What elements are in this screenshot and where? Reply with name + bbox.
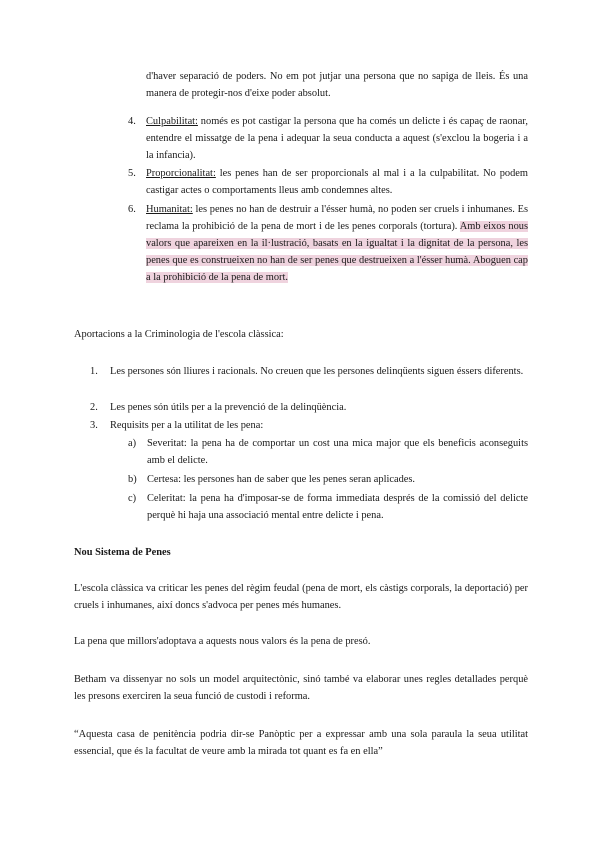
principle-item-culpabilitat <box>128 113 528 164</box>
principle-term: Culpabilitat: <box>146 116 198 127</box>
requisite-text: Severitat: la pena ha de comportar un cost una mica major que els beneficis aconseguits amb el delicte. <box>147 438 528 466</box>
list-number: 6. <box>128 204 136 215</box>
quote-paragraph: “Aquesta casa de penitència podria dir-se Panòptic per a expressar amb una sola paraula la seua utilitat essencial, que és la facultat de veure amb la mirada tot quant es fa en ella” <box>74 729 528 757</box>
requisite-item-c <box>128 490 528 524</box>
list-letter: b) <box>128 474 137 485</box>
principle-item-humanitat <box>128 201 528 286</box>
requisite-item-b <box>128 471 528 488</box>
requisite-item-a <box>128 435 528 469</box>
highlighted-text: Amb eixos nous valors que apareixen en la il·lustració, basats en la igualtat i la dignitat de la persona, les penes que es construeixen no han de ser penes que destrueixen a l'ésser humà. Aboguen cap a la prohibició de la pena de mort. <box>146 221 529 283</box>
list-number: 3. <box>90 420 98 431</box>
list-number: 4. <box>128 116 136 127</box>
principle-text: les penes no han de destruir a l'ésser humà, no poden ser cruels i inhumanes. Es reclama la prohibició de la pena de mort i de les penes corporals (tortura). <box>146 204 528 232</box>
contribution-text: Les persones són lliures i racionals. No creuen que les persones delinqüents siguen éssers diferents. <box>110 366 524 377</box>
principle-term: Proporcionalitat: <box>146 168 216 179</box>
contribution-item-2 <box>90 399 528 416</box>
list-number: 5. <box>128 168 136 179</box>
contribution-item-1 <box>90 363 528 380</box>
list-number: 2. <box>90 402 98 413</box>
list-continuation: d'haver separació de poders. No em pot jutjar una persona que no sapiga de lleis. És una manera de protegir-nos d'eixe poder absolut. <box>146 71 528 99</box>
paragraph-3: Betham va dissenyar no sols un model arquitectònic, sinó també va elaborar unes regles detallades perquè les presons exerciren la seua funció de custodi i reforma. <box>74 674 528 702</box>
requisite-text: Celeritat: la pena ha d'imposar-se de forma immediata després de la comissió del delicte perquè hi haja una associació mental entre delicte i pena. <box>147 493 528 521</box>
paragraph-2: La pena que millors'adoptava a aquests nous valors és la pena de presó. <box>74 636 371 647</box>
paragraph-1: L'escola clàssica va criticar les penes del règim feudal (pena de mort, els càstigs corporals, la deportació) per cruels i inhumanes, així doncs s'advoca per penes més humanes. <box>74 583 528 611</box>
principle-text: només es pot castigar la persona que ha comés un delicte i és capaç de raonar, entendre el missatge de la pena i adequar la seua conducta a aquest (s'exclou la bogeria i a la infancia). <box>146 116 528 161</box>
principle-term: Humanitat: <box>146 204 193 215</box>
principle-item-proporcionalitat <box>128 165 528 199</box>
requisite-text: Certesa: les persones han de saber que les penes seran aplicades. <box>147 474 416 485</box>
principle-text: les penes han de ser proporcionals al mal i a la culpabilitat. No podem castigar actes o comportaments lleus amb condemnes altes. <box>146 168 528 196</box>
contribution-item-3 <box>90 417 528 434</box>
list-number: 1. <box>90 366 98 377</box>
contribution-text: Requisits per a la utilitat de les pena: <box>110 420 264 431</box>
list-letter: a) <box>128 438 137 449</box>
contribution-text: Les penes són útils per a la prevenció de la delinqüència. <box>110 402 347 413</box>
section-heading: Nou Sistema de Penes <box>74 547 171 558</box>
list-letter: c) <box>128 493 137 504</box>
contributions-heading: Aportacions a la Criminologia de l'escola clàssica: <box>74 329 284 340</box>
